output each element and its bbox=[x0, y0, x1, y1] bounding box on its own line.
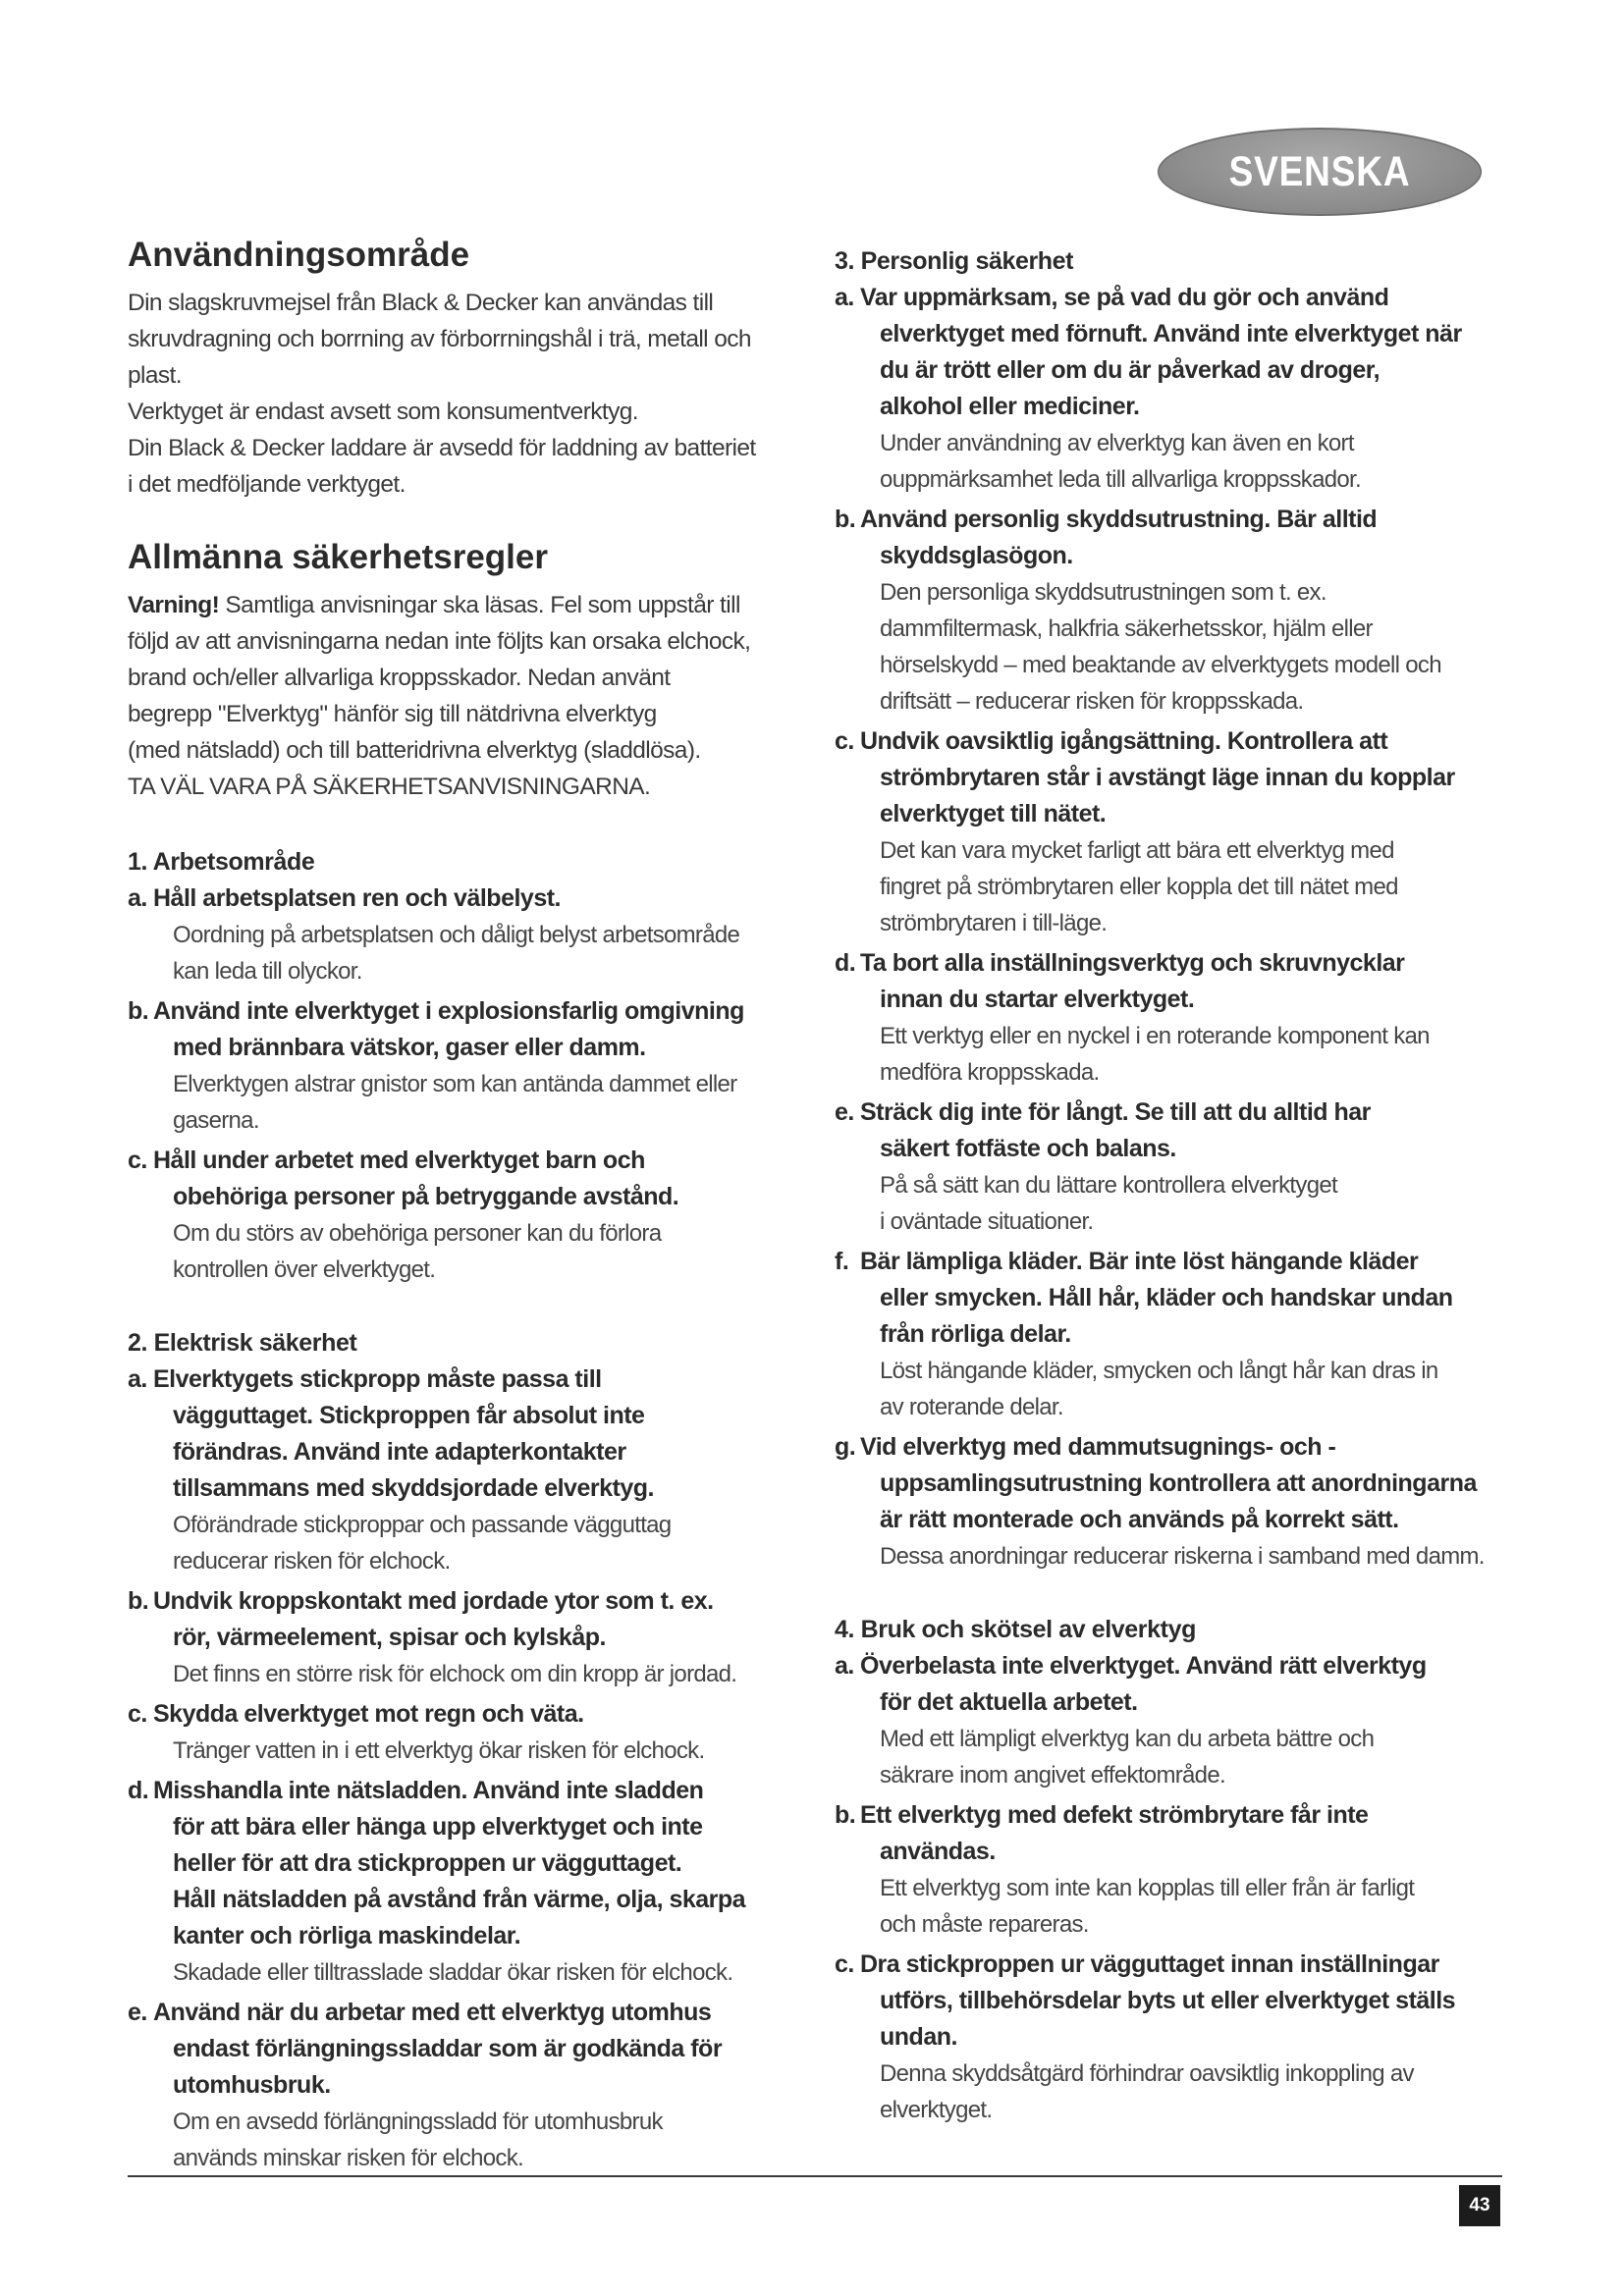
item-letter: b. bbox=[835, 506, 856, 533]
list-item bbox=[128, 1773, 795, 1991]
list-item bbox=[835, 1429, 1512, 1575]
list-item bbox=[835, 1797, 1512, 1943]
item-letter: g. bbox=[835, 1433, 856, 1461]
warning-line bbox=[128, 587, 795, 623]
section-title: 2. Elektrisk säkerhet bbox=[128, 1329, 357, 1357]
list-item bbox=[835, 280, 1512, 498]
warning-label: Varning! bbox=[128, 592, 220, 618]
item-body: Oordning på arbetsplatsen och dåligt belyst arbetsområde kan leda till olyckor. bbox=[173, 922, 740, 985]
item-letter: a. bbox=[835, 284, 854, 311]
item-letter: e. bbox=[835, 1098, 854, 1126]
item-title: Vid elverktyg med dammutsugnings- och - uppsamlingsutrustning kontrollera att anordningarna är rätt monterade och används på korrekt sätt. bbox=[860, 1433, 1477, 1533]
item-letter: c. bbox=[128, 1700, 147, 1728]
text-line: plast. bbox=[128, 362, 182, 389]
text-line: TA VÄL VARA PÅ SÄKERHETSANVISNINGARNA. bbox=[128, 774, 651, 800]
item-letter: d. bbox=[128, 1777, 149, 1804]
item-letter: c. bbox=[835, 1950, 854, 1978]
section-title: 4. Bruk och skötsel av elverktyg bbox=[835, 1616, 1196, 1643]
item-body: Det finns en större risk för elchock om din kropp är jordad. bbox=[173, 1661, 737, 1687]
item-letter: a. bbox=[128, 1365, 147, 1393]
item-letter: d. bbox=[835, 949, 856, 977]
section-title: 1. Arbetsområde bbox=[128, 848, 315, 876]
list-item bbox=[835, 1648, 1512, 1793]
list-item bbox=[128, 1362, 795, 1579]
text-line: Din slagskruvmejsel från Black & Decker kan användas till bbox=[128, 290, 714, 316]
item-letter: b. bbox=[835, 1801, 856, 1829]
item-body: Ett verktyg eller en nyckel i en roterande komponent kan medföra kroppsskada. bbox=[880, 1023, 1430, 1086]
language-tab: SVENSKA bbox=[1158, 128, 1482, 216]
text-line: begrepp "Elverktyg" hänför sig till nätdrivna elverktyg bbox=[128, 701, 657, 727]
item-letter: c. bbox=[128, 1147, 147, 1174]
list-item bbox=[835, 1244, 1512, 1425]
item-title: Var uppmärksam, se på vad du gör och använd elverktyget med förnuft. Använd inte elverktyget när du är trött eller om du är påverkad av droger, alkohol eller mediciner. bbox=[860, 284, 1462, 420]
item-body: Dessa anordningar reducerar riskerna i samband med damm. bbox=[880, 1543, 1485, 1570]
item-title: Misshandla inte nätsladden. Använd inte sladden för att bära eller hänga upp elverktyget och inte heller för att dra stickproppen ur vägguttaget. Håll nätsladden på avstånd från värme, olja, skarpa kanter och rörliga maskindelar. bbox=[153, 1777, 746, 1949]
item-title: Bär lämpliga kläder. Bär inte löst hängande kläder eller smycken. Håll hår, kläder och handskar undan från rörliga delar. bbox=[860, 1248, 1453, 1348]
item-body: På så sätt kan du lättare kontrollera elverktyget i oväntade situationer. bbox=[880, 1172, 1337, 1235]
item-title: Sträck dig inte för långt. Se till att du alltid har säkert fotfäste och balans. bbox=[860, 1098, 1371, 1162]
item-body: Om en avsedd förlängningssladd för utomhusbruk används minskar risken för elchock. bbox=[173, 2109, 663, 2171]
item-title: Dra stickproppen ur vägguttaget innan inställningar utförs, tillbehörsdelar byts ut eller elverktyget ställs undan. bbox=[860, 1950, 1456, 2051]
text-line: skruvdragning och borrning av förborrningshål i trä, metall och bbox=[128, 326, 751, 352]
text-line: brand och/eller allvarliga kroppsskador. Nedan använt bbox=[128, 665, 671, 691]
text-line: (med nätsladd) och till batteridrivna elverktyg (sladdlösa). bbox=[128, 737, 701, 764]
item-title: Använd när du arbetar med ett elverktyg utomhus endast förlängningssladdar som är godkända för utomhusbruk. bbox=[153, 1999, 723, 2099]
item-title: Använd inte elverktyget i explosionsfarlig omgivning med brännbara vätskor, gaser eller damm. bbox=[153, 997, 744, 1061]
general-safety-heading: Allmänna säkerhetsregler bbox=[128, 538, 548, 576]
list-item bbox=[128, 1143, 795, 1288]
footer-divider bbox=[128, 2175, 1502, 2177]
warning-text: Samtliga anvisningar ska läsas. Fel som uppstår till bbox=[219, 592, 740, 618]
item-letter: f. bbox=[835, 1248, 849, 1275]
item-title: Elverktygets stickpropp måste passa till vägguttaget. Stickproppen får absolut inte förändras. Använd inte adapterkontakter tillsammans med skyddsjordade elverktyg. bbox=[153, 1365, 654, 1502]
item-letter: e. bbox=[128, 1999, 147, 2026]
item-body: Med ett lämpligt elverktyg kan du arbeta bättre och säkrare inom angivet effektområde. bbox=[880, 1726, 1375, 1789]
item-title: Använd personlig skyddsutrustning. Bär alltid skyddsglasögon. bbox=[860, 506, 1378, 569]
item-body: Den personliga skyddsutrustningen som t. ex. dammfiltermask, halkfria säkerhetsskor, hjälm eller hörselskydd – med beaktande av elverktygets modell och driftsätt – reducerar risken för kroppsskada. bbox=[880, 579, 1441, 715]
item-body: Om du störs av obehöriga personer kan du förlora kontrollen över elverktyget. bbox=[173, 1220, 662, 1283]
item-letter: c. bbox=[835, 727, 854, 755]
item-title: Ta bort alla inställningsverktyg och skruvnycklar innan du startar elverktyget. bbox=[860, 949, 1405, 1013]
item-letter: a. bbox=[835, 1652, 854, 1680]
text-line: Verktyget är endast avsett som konsumentverktyg. bbox=[128, 399, 638, 425]
item-body: Denna skyddsåtgärd förhindrar oavsiktlig inkoppling av elverktyget. bbox=[880, 2060, 1414, 2123]
list-item bbox=[128, 881, 795, 989]
item-letter: b. bbox=[128, 1587, 149, 1615]
general-safety-text bbox=[128, 587, 795, 805]
item-title: Ett elverktyg med defekt strömbrytare får inte användas. bbox=[860, 1801, 1369, 1865]
list-item bbox=[835, 1947, 1512, 2128]
section-title: 3. Personlig säkerhet bbox=[835, 247, 1074, 275]
item-letter: a. bbox=[128, 884, 147, 912]
text-line: följd av att anvisningarna nedan inte följts kan orsaka elchock, bbox=[128, 628, 751, 655]
text-line: i det medföljande verktyget. bbox=[128, 471, 406, 498]
usage-heading: Användningsområde bbox=[128, 236, 470, 274]
list-item bbox=[835, 723, 1512, 941]
item-body: Tränger vatten in i ett elverktyg ökar risken för elchock. bbox=[173, 1737, 705, 1764]
item-letter: b. bbox=[128, 997, 149, 1025]
item-body: Oförändrade stickproppar och passande vägguttag reducerar risken för elchock. bbox=[173, 1512, 672, 1575]
list-item bbox=[128, 993, 795, 1139]
list-item bbox=[128, 1696, 795, 1769]
list-item bbox=[128, 1583, 795, 1692]
item-title: Överbelasta inte elverktyget. Använd rätt elverktyg för det aktuella arbetet. bbox=[860, 1652, 1427, 1716]
item-body: Elverktygen alstrar gnistor som kan antända dammet eller gaserna. bbox=[173, 1071, 737, 1134]
right-column bbox=[835, 243, 1512, 2132]
item-body: Skadade eller tilltrasslade sladdar ökar risken för elchock. bbox=[173, 1959, 733, 1986]
item-body: Löst hängande kläder, smycken och långt hår kan dras in av roterande delar. bbox=[880, 1358, 1438, 1420]
page-number: 43 bbox=[1459, 2185, 1500, 2226]
item-body: Det kan vara mycket farligt att bära ett elverktyg med fingret på strömbrytaren eller koppla det till nätet med strömbrytaren i till-läge. bbox=[880, 837, 1398, 936]
item-title: Håll arbetsplatsen ren och välbelyst. bbox=[153, 884, 561, 912]
item-body: Under användning av elverktyg kan även en kort ouppmärksamhet leda till allvarliga kroppsskador. bbox=[880, 430, 1361, 493]
item-title: Undvik oavsiktlig igångsättning. Kontrollera att strömbrytaren står i avstängt läge innan du kopplar elverktyget till nätet. bbox=[860, 727, 1455, 828]
left-column bbox=[128, 234, 795, 2180]
text-line: Din Black & Decker laddare är avsedd för laddning av batteriet bbox=[128, 435, 756, 461]
list-item bbox=[835, 1095, 1512, 1240]
item-title: Undvik kroppskontakt med jordade ytor som t. ex. rör, värmeelement, spisar och kylskåp. bbox=[153, 1587, 714, 1651]
usage-text bbox=[128, 285, 795, 503]
list-item bbox=[835, 502, 1512, 720]
item-body: Ett elverktyg som inte kan kopplas till eller från är farligt och måste repareras. bbox=[880, 1875, 1415, 1938]
list-item bbox=[128, 1995, 795, 2176]
item-title: Skydda elverktyget mot regn och väta. bbox=[153, 1700, 584, 1728]
list-item bbox=[835, 945, 1512, 1091]
item-title: Håll under arbetet med elverktyget barn och obehöriga personer på betryggande avstånd. bbox=[153, 1147, 679, 1210]
